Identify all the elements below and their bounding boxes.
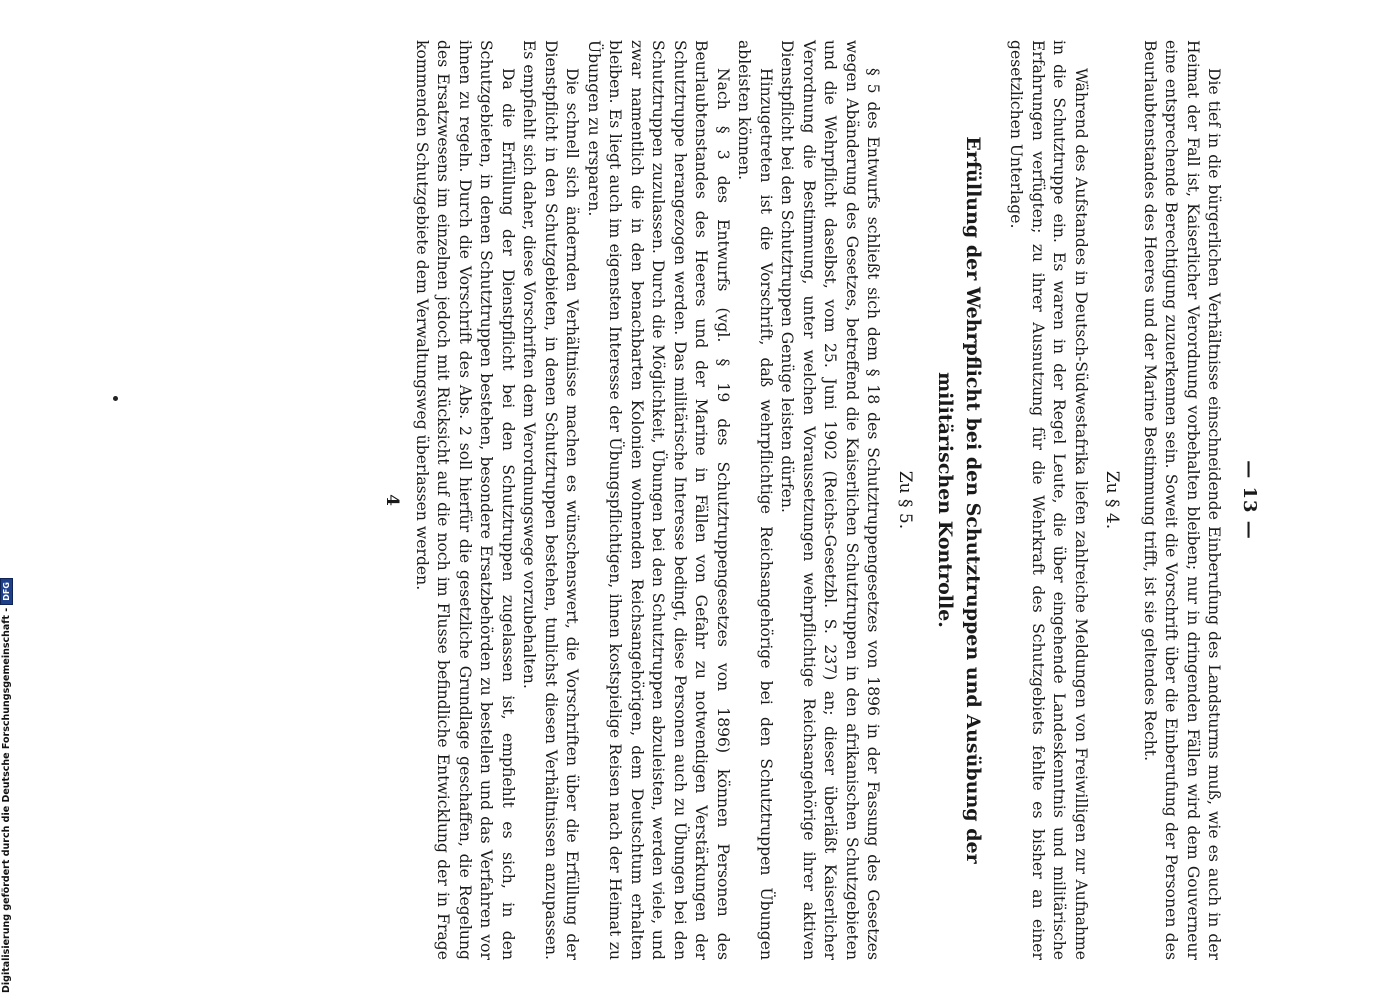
section-5-paragraph: Nach § 3 des Entwurfs (vgl. § 19 des Schutztruppengesetzes von 1896) können Personen des Beurlaubtenstandes des Heeres und der Marine in Fällen von Gefahr zu notwendigen Verstärkungen der Schutztruppe herangezogen werden. Das militärische Interesse bedingt, diese Personen auch zu Übungen bei den Schutztruppen zuzulassen. Durch die Möglichkeit, Übungen bei den Schutztruppen abzuleisten, werden viele, und zwar namentlich die in den benachbarten Kolonien wohnenden Reichsangehörigen, dem Deutschtum erhalten bleiben. Es liegt auch im eigensten Interesse der Übungspflichtigen, ihnen kostspielige Reisen nach der Heimat zu Übungen zu ersparen. [585,40,732,960]
signature-mark: 4 [382,494,403,506]
section-4-heading: Zu § 4. [1102,470,1123,530]
ink-dot [113,396,118,401]
page-number: — 13 — [1239,460,1260,540]
section-5-paragraph: Hinzugetreten ist die Vorschrift, daß wehrpflichtige Reichsangehörige bei den Schutztruppen Übungen ableisten können. [735,40,775,960]
section-5-paragraph: § 5 des Entwurfs schließt sich dem § 18 des Schutztruppengesetzes von 1896 in der Fassung des Gesetzes wegen Abänderung des Gesetzes, betreffend die Kaiserlichen Schutztruppen in den afrikanischen Schutzgebieten und die Wehrpflicht daselbst, vom 25. Juni 1902 (Reichs-Gesetzbl. S. 237) an; dieser überläßt Kaiserlicher Verordnung die Bestimmung, unter welchen Voraussetzungen wehrpflichtige Reichsangehörige ihrer aktiven Dienstpflicht bei den Schutztruppen Genüge leisten dürfen. [778,40,883,960]
section-5-heading: Zu § 5. [895,470,915,530]
intro-paragraph: Die tief in die bürgerlichen Verhältnisse einschneidende Einberufung des Landsturms muß, wie es auch in der Heimat der Fall ist, Kaiserlicher Verordnung vorbehalten bleiben; nur in dringenden Fällen wird dem Gouverneur eine entsprechende Berechtigung zuzuerkennen sein. Soweit die Vorschrift über die Einberufung der Personen des Beurlaubtenstandes des Heeres und der Marine Bestimmung trifft, ist sie geltendes Recht. [1141,40,1224,960]
chapter-title: Erfüllung der Wehrpflicht bei den Schutztruppen und Ausübung der militärischen Kontrolle. [934,136,984,864]
digitization-credit [0,578,13,997]
section-5-paragraph: Die schnell sich ändernden Verhältnisse machen es wünschenswert, die Vorschriften über die Erfüllung der Dienstpflicht in den Schutzgebieten, in denen Schutztruppen bestehen, tunlichst diesen Verhältnissen anzupassen. Es empfiehlt sich daher, diese Vorschriften dem Verordnungswege vorzubehalten. [520,40,582,960]
section-4-paragraph: Während des Aufstandes in Deutsch-Südwestafrika liefen zahlreiche Meldungen von Freiwilligen zur Aufnahme in die Schutztruppe ein. Es waren in der Regel Leute, die über eingehende Landeskenntnis und militärische Erfahrungen verfügten; zu ihrer Ausnutzung für die Wehrkraft des Schutzgebiets fehlte es bisher an einer gesetzlichen Unterlage. [1007,40,1090,960]
rotated-text-sheet [150,40,1260,960]
dfg-logo-icon: DFG [0,578,13,605]
credit-text: Digitalisierung gefördert durch die Deutsche Forschungsgemeinschaft - [1,607,12,993]
section-5-paragraph: Da die Erfüllung der Dienstpflicht bei den Schutztruppen zugelassen ist, empfiehlt es sich, in den Schutzgebieten, in denen Schutztruppen bestehen, besondere Ersatzbehörden zu bestellen und das Verfahren vor ihnen zu regeln. Durch die Vorschrift des Abs. 2 soll hierfür die gesetzliche Grundlage geschaffen, die Regelung des Ersatzwesens im einzelnen jedoch mit Rücksicht auf die noch im Flusse befindliche Entwicklung der in Frage kommenden Schutzgebiete dem Verwaltungsweg überlassen werden. [413,40,517,960]
